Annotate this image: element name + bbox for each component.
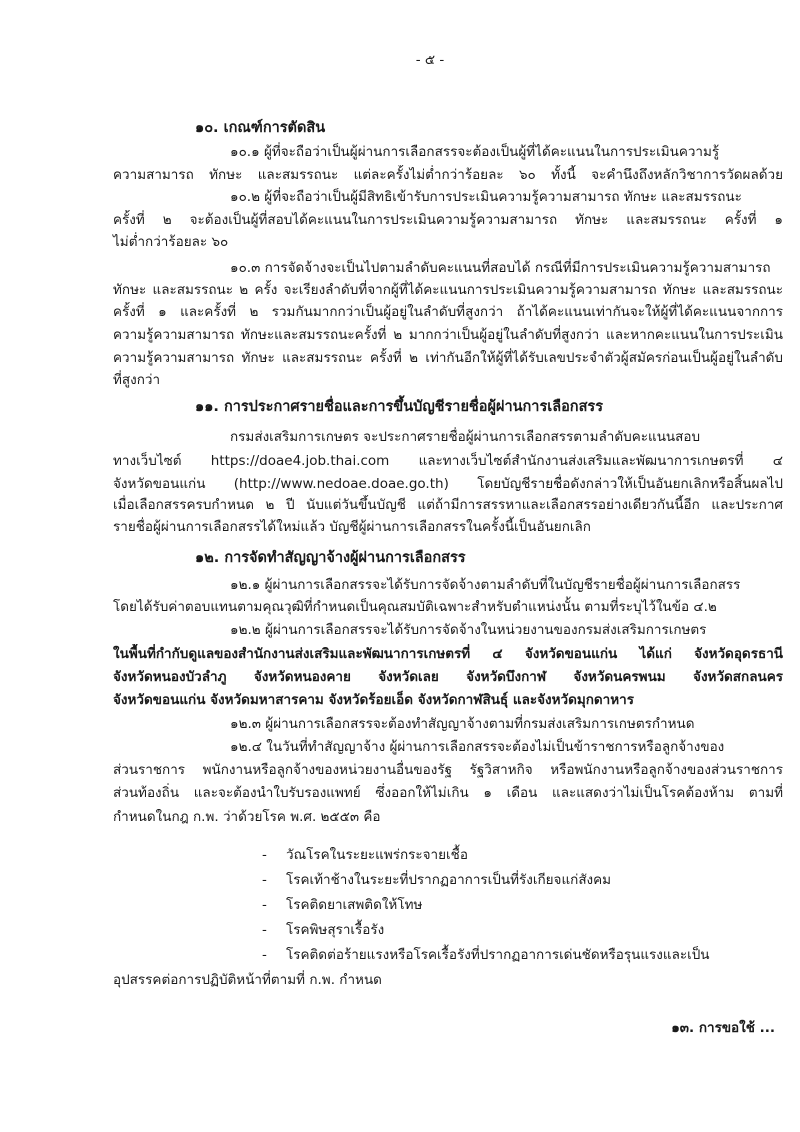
- disease-list-item: โรคติดต่อร้ายแรงหรือโรคเรื้อรังที่ปรากฏอาการเด่นชัดหรือรุนแรงและเป็น: [286, 947, 710, 963]
- heading-12: ๑๒. การจัดทำสัญญาจ้างผู้ผ่านการเลือกสรร: [195, 550, 466, 566]
- heading-10: ๑๐. เกณฑ์การตัดสิน: [195, 120, 326, 136]
- bullet-dash: -: [262, 847, 267, 863]
- para-10-3-cont: ที่สูงกว่า: [113, 372, 161, 388]
- para-10-2-cont: ครั้งที่ ๒ จะต้องเป็นผู้ที่สอบได้คะแนนในการประเมินความรู้ความสามารถ ทักษะ และสมรรถนะ ครั้งที่ ๑: [113, 212, 783, 228]
- continuation-note: ๑๓. การขอใช้ ...: [671, 1020, 775, 1036]
- para-10-3-cont: ครั้งที่ ๑ และครั้งที่ ๒ รวมกันมากกว่าเป็นผู้อยู่ในลำดับที่สูงกว่า ถ้าได้คะแนนเท่ากันจะให้ผู้ที่ได้คะแนนจากการ: [113, 304, 783, 320]
- disease-list-item: วัณโรคในระยะแพร่กระจายเชื้อ: [286, 847, 468, 863]
- bullet-dash: -: [262, 922, 267, 938]
- para-10-1: ๑๐.๑ ผู้ที่จะถือว่าเป็นผู้ผ่านการเลือกสรรจะต้องเป็นผู้ที่ได้คะแนนในการประเมินความรู้: [230, 144, 720, 160]
- disease-list-item: โรคพิษสุราเรื้อรัง: [286, 922, 385, 938]
- para-11: กรมส่งเสริมการเกษตร จะประกาศรายชื่อผู้ผ่านการเลือกสรรตามลำดับคะแนนสอบ: [230, 429, 701, 445]
- disease-list-item-cont: อุปสรรคต่อการปฏิบัติหน้าที่ตามที่ ก.พ. กำหนด: [113, 972, 382, 988]
- para-12-2: ๑๒.๒ ผู้ผ่านการเลือกสรรจะได้รับการจัดจ้างในหน่วยงานของกรมส่งเสริมการเกษตร: [230, 622, 707, 638]
- para-10-2: ๑๐.๒ ผู้ที่จะถือว่าเป็นผู้มีสิทธิเข้ารับการประเมินความรู้ความสามารถ ทักษะ และสมรรถนะ: [230, 189, 742, 205]
- para-11-cont: รายชื่อผู้ผ่านการเลือกสรรได้ใหม่แล้ว บัญชีผู้ผ่านการเลือกสรรในครั้งนี้เป็นอันยกเลิก: [113, 519, 591, 535]
- para-12-1: ๑๒.๑ ผู้ผ่านการเลือกสรรจะได้รับการจัดจ้างตามลำดับที่ในบัญชีรายชื่อผู้ผ่านการเลือกสรร: [230, 577, 741, 593]
- para-11-cont: เมื่อเลือกสรรครบกำหนด ๒ ปี นับแต่วันขึ้นบัญชี แต่ถ้ามีการสรรหาและเลือกสรรอย่างเดียวกันนี้อีก และประกาศ: [113, 497, 783, 513]
- para-12-2-provinces: ในพื้นที่กำกับดูแลของสำนักงานส่งเสริมและพัฒนาการเกษตรที่ ๔ จังหวัดขอนแก่น ได้แก่ จังหวัดอุดรธานี: [113, 646, 783, 662]
- para-10-3: ๑๐.๓ การจัดจ้างจะเป็นไปตามลำดับคะแนนที่สอบได้ กรณีที่มีการประเมินความรู้ความสามารถ: [230, 260, 771, 276]
- para-12-4: ๑๒.๔ ในวันที่ทำสัญญาจ้าง ผู้ผ่านการเลือกสรรจะต้องไม่เป็นข้าราชการหรือลูกจ้างของ: [230, 739, 725, 755]
- page-number: - ๕ -: [415, 52, 445, 68]
- disease-list-item: โรคติดยาเสพติดให้โทษ: [286, 897, 423, 913]
- para-10-3-cont: ความรู้ความสามารถ ทักษะและสมรรถนะครั้งที่ ๒ มากกว่าเป็นผู้อยู่ในลำดับที่สูงกว่า และหากคะแนนในการประเมิน: [113, 327, 783, 343]
- bullet-dash: -: [262, 872, 267, 888]
- para-10-2-cont: ไม่ต่ำกว่าร้อยละ ๖๐: [113, 234, 229, 250]
- para-12-3: ๑๒.๓ ผู้ผ่านการเลือกสรรจะต้องทำสัญญาจ้างตามที่กรมส่งเสริมการเกษตรกำหนด: [230, 716, 695, 732]
- para-10-3-cont: ทักษะ และสมรรถนะ ๒ ครั้ง จะเรียงลำดับที่จากผู้ที่ได้คะแนนการประเมินความรู้ความสามารถ ทักษะ และสมรรถนะ: [113, 282, 783, 298]
- para-11-cont: ทางเว็บไซต์ https://doae4.job.thai.com และทางเว็บไซต์สำนักงานส่งเสริมและพัฒนาการเกษตรที่ ๔: [113, 453, 783, 469]
- para-11-cont: จังหวัดขอนแก่น (http://www.nedoae.doae.go.th) โดยบัญชีรายชื่อดังกล่าวให้เป็นอันยกเลิกหรือสิ้นผลไป: [113, 476, 783, 492]
- bullet-dash: -: [262, 897, 267, 913]
- bullet-dash: -: [262, 947, 267, 963]
- heading-11: ๑๑. การประกาศรายชื่อและการขึ้นบัญชีรายชื่อผู้ผ่านการเลือกสรร: [195, 399, 603, 415]
- para-12-4-cont: กำหนดในกฎ ก.พ. ว่าด้วยโรค พ.ศ. ๒๕๕๓ คือ: [113, 809, 381, 825]
- disease-list-item: โรคเท้าช้างในระยะที่ปรากฏอาการเป็นที่รังเกียจแก่สังคม: [286, 872, 612, 888]
- para-12-4-cont: ส่วนท้องถิ่น และจะต้องนำใบรับรองแพทย์ ซึ่งออกให้ไม่เกิน ๑ เดือน และแสดงว่าไม่เป็นโรคต้องห้าม ตามที่: [113, 785, 783, 801]
- para-10-1-cont: ความสามารถ ทักษะ และสมรรถนะ แต่ละครั้งไม่ต่ำกว่าร้อยละ ๖๐ ทั้งนี้ จะคำนึงถึงหลักวิชาการวัดผลด้วย: [113, 167, 783, 183]
- para-12-1-cont: โดยได้รับค่าตอบแทนตามคุณวุฒิที่กำหนดเป็นคุณสมบัติเฉพาะสำหรับตำแหน่งนั้น ตามที่ระบุไว้ในข้อ ๔.๒: [113, 599, 717, 615]
- para-12-4-cont: ส่วนราชการ พนักงานหรือลูกจ้างของหน่วยงานอื่นของรัฐ รัฐวิสาหกิจ หรือพนักงานหรือลูกจ้างของส่วนราชการ: [113, 762, 783, 778]
- para-12-2-provinces: จังหวัดขอนแก่น จังหวัดมหาสารคาม จังหวัดร้อยเอ็ด จังหวัดกาฬสินธุ์ และจังหวัดมุกดาหาร: [113, 692, 634, 708]
- para-10-3-cont: ความรู้ความสามารถ ทักษะ และสมรรถนะ ครั้งที่ ๒ เท่ากันอีกให้ผู้ที่ได้รับเลขประจำตัวผู้สมัครก่อนเป็นผู้อยู่ในลำดับ: [113, 350, 783, 366]
- para-12-2-provinces: จังหวัดหนองบัวลำภู จังหวัดหนองคาย จังหวัดเลย จังหวัดบึงกาฬ จังหวัดนครพนม จังหวัดสกลนคร: [113, 669, 783, 685]
